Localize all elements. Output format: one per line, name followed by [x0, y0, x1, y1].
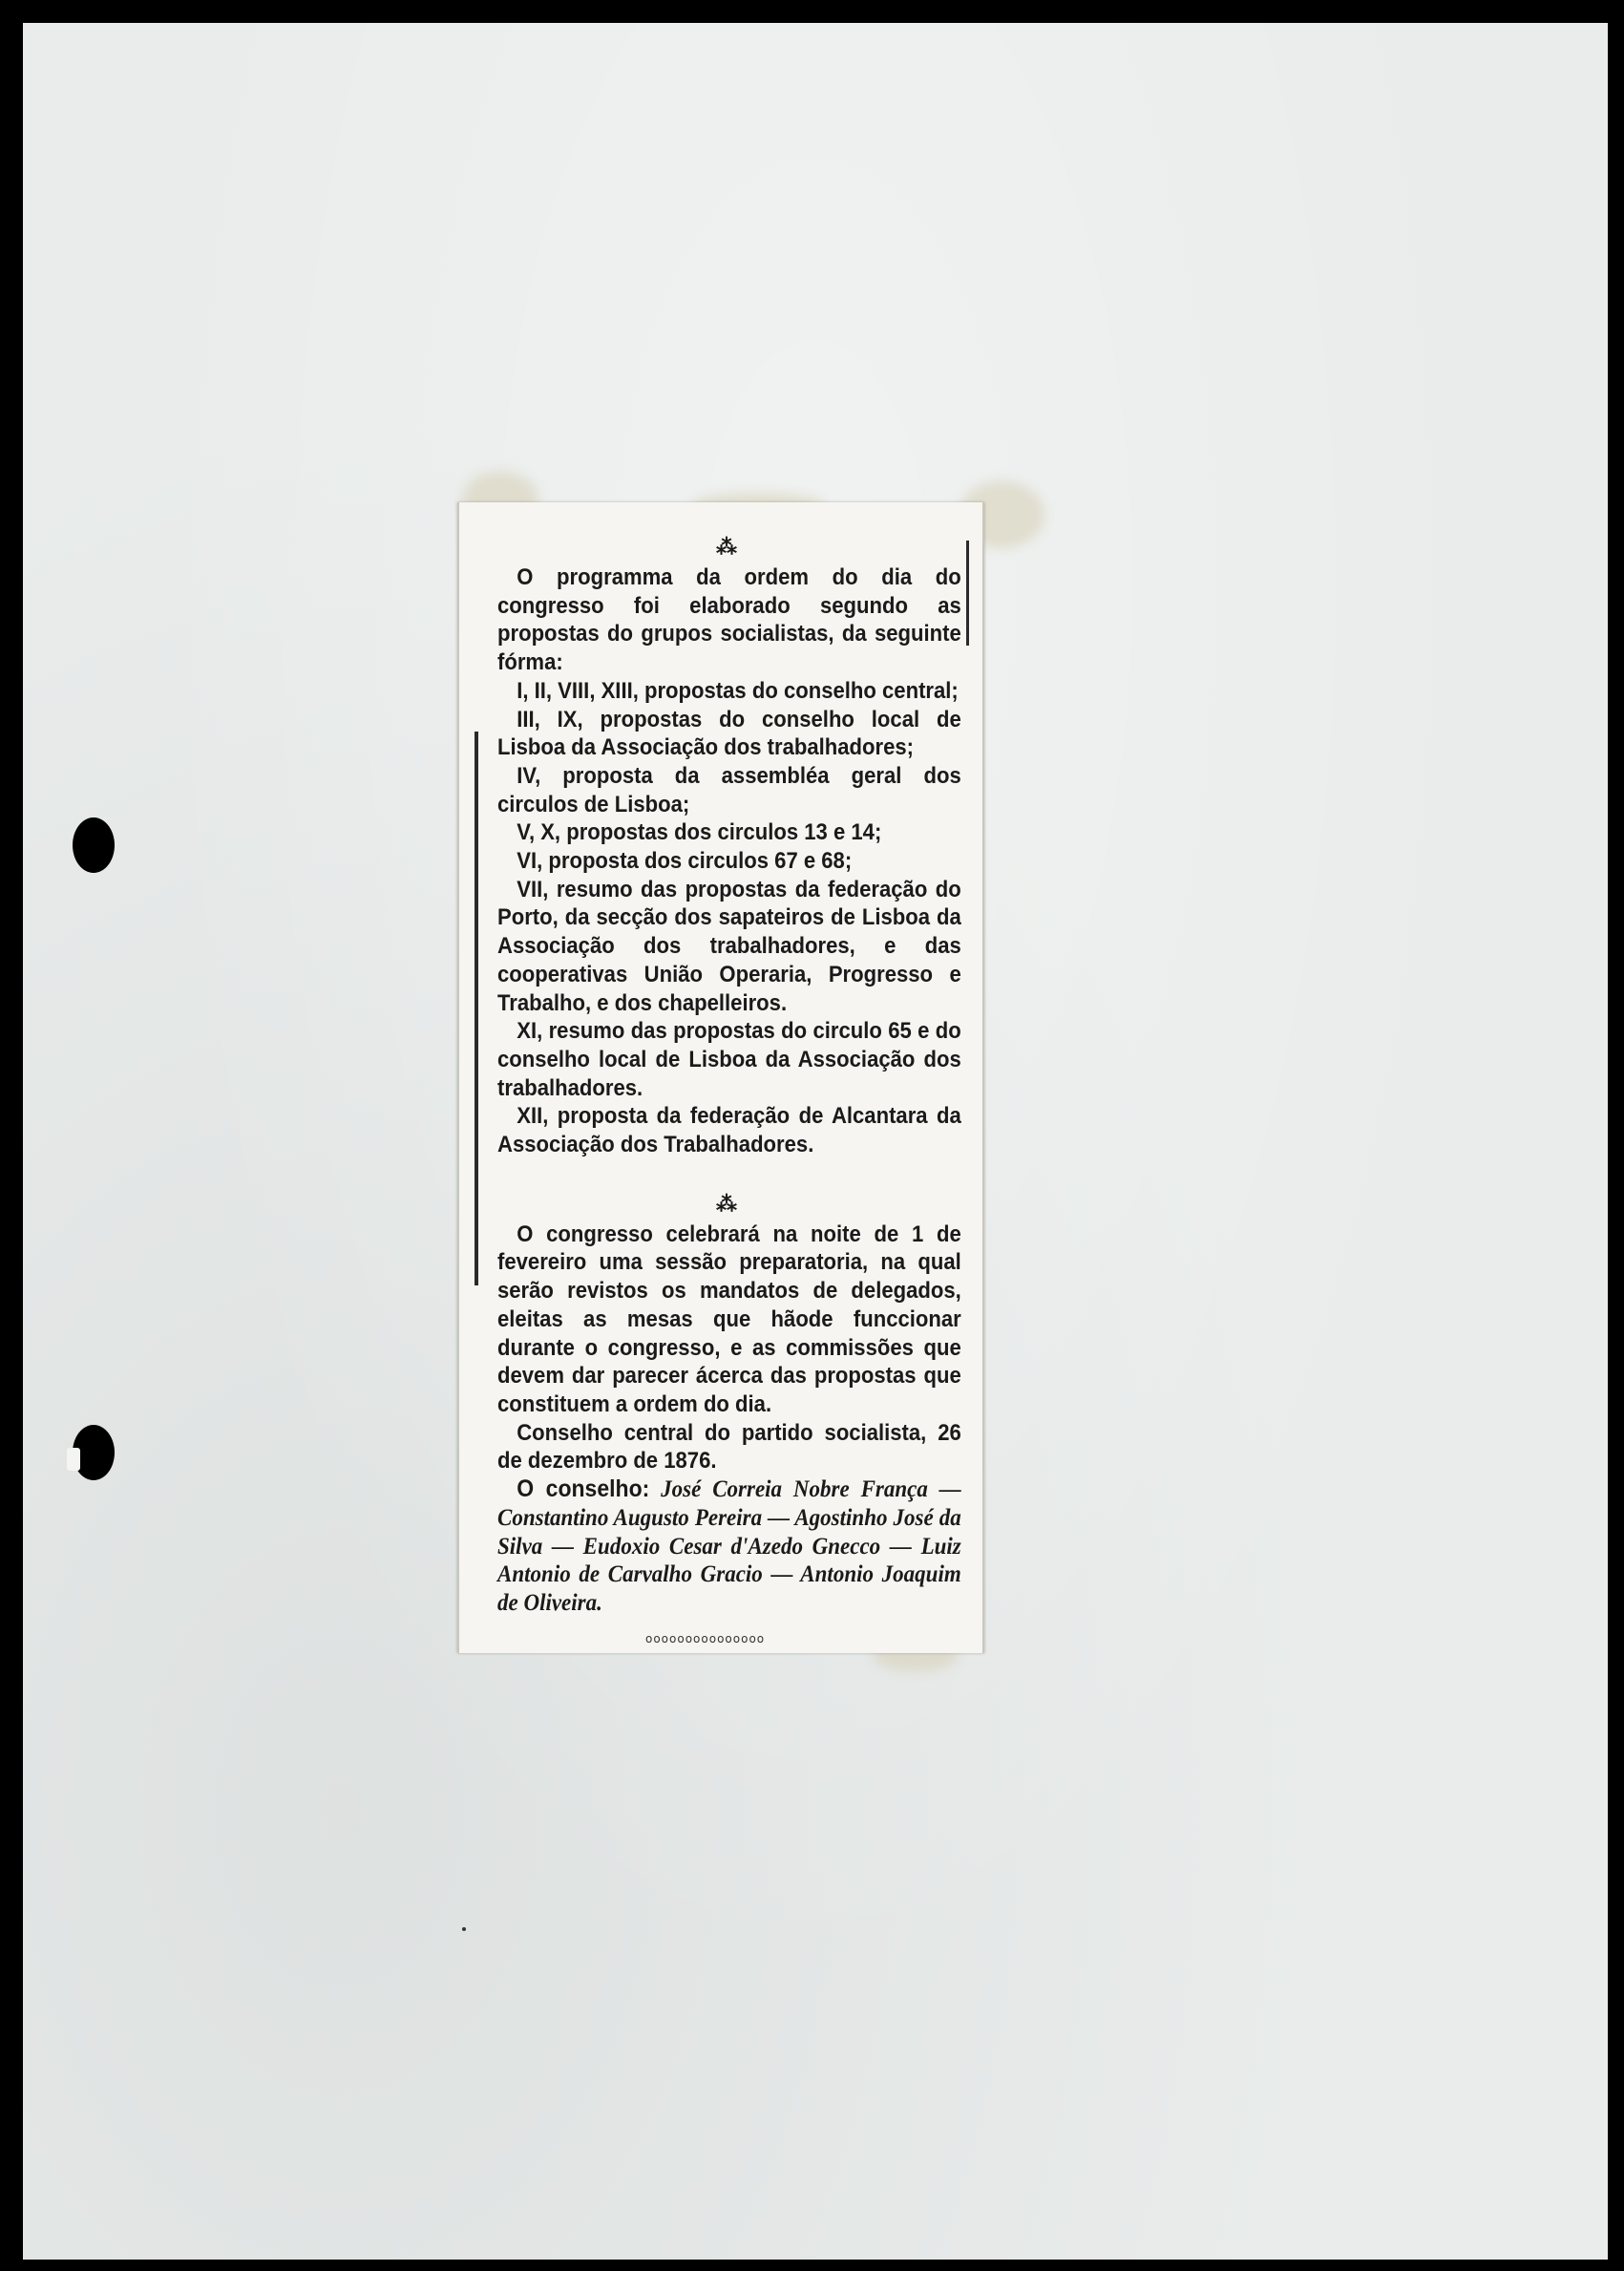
clipping-text — [497, 535, 961, 1618]
paragraph: O congresso celebrará na noite de 1 de fevereiro uma sessão preparatoria, na qual serão revistos os mandatos de delegados, eleitas as mesas que hãode funccionar durante o congresso, e as commissões que devem dar parecer ácerca das propostas que constituem a ordem do dia. — [497, 1220, 961, 1417]
paragraph: XII, proposta da federação de Alcantara da Associação dos Trabalhadores. — [497, 1103, 961, 1158]
paragraph: I, II, VIII, XIII, propostas do conselho central; — [517, 677, 959, 704]
column-rule — [475, 732, 478, 1285]
paragraph: Conselho central do partido socialista, 26 de dezembro de 1876. — [497, 1419, 961, 1475]
asterism: ⁂ — [716, 1191, 743, 1216]
paragraph: XI, resumo das propostas do circulo 65 e do conselho local de Lisboa da Associação dos trabalhadores. — [497, 1018, 961, 1101]
paragraph: VI, proposta dos circulos 67 e 68; — [517, 848, 853, 875]
punch-hole — [73, 817, 115, 873]
column-rule — [966, 541, 969, 646]
archive-page — [23, 23, 1608, 2260]
asterism: ⁂ — [716, 535, 743, 559]
signatures-label: O conselho: — [517, 1475, 650, 1503]
paragraph: O programma da ordem do dia do congresso foi elaborado segundo as propostas do grupos socialistas, da seguinte fórma: — [497, 564, 961, 676]
paragraph: V, X, propostas dos circulos 13 e 14; — [517, 819, 882, 846]
paper-speck — [462, 1927, 466, 1931]
signatures — [497, 1475, 961, 1618]
decorative-border: ooooooooooooooo — [645, 1632, 766, 1645]
newspaper-clipping — [457, 502, 984, 1653]
paragraph: IV, proposta da assembléa geral dos circulos de Lisboa; — [497, 762, 961, 817]
paragraph: III, IX, propostas do conselho local de Lisboa da Associação dos trabalhadores; — [497, 706, 961, 761]
signatures-names: José Correia Nobre França — Constantino Augusto Pereira — Agostinho José da Silva — Eudoxio Cesar d'Azedo Gnecco — Luiz Antonio de Carvalho Gracio — Antonio Joaquim de Oliveira. — [497, 1476, 961, 1616]
paragraph: VII, resumo das propostas da federação do Porto, da secção dos sapateiros de Lisboa da Associação dos trabalhadores, e das cooperativas União Operaria, Progresso e Trabalho, e dos chapelleiros. — [497, 876, 961, 1016]
paper-tab — [67, 1448, 80, 1471]
